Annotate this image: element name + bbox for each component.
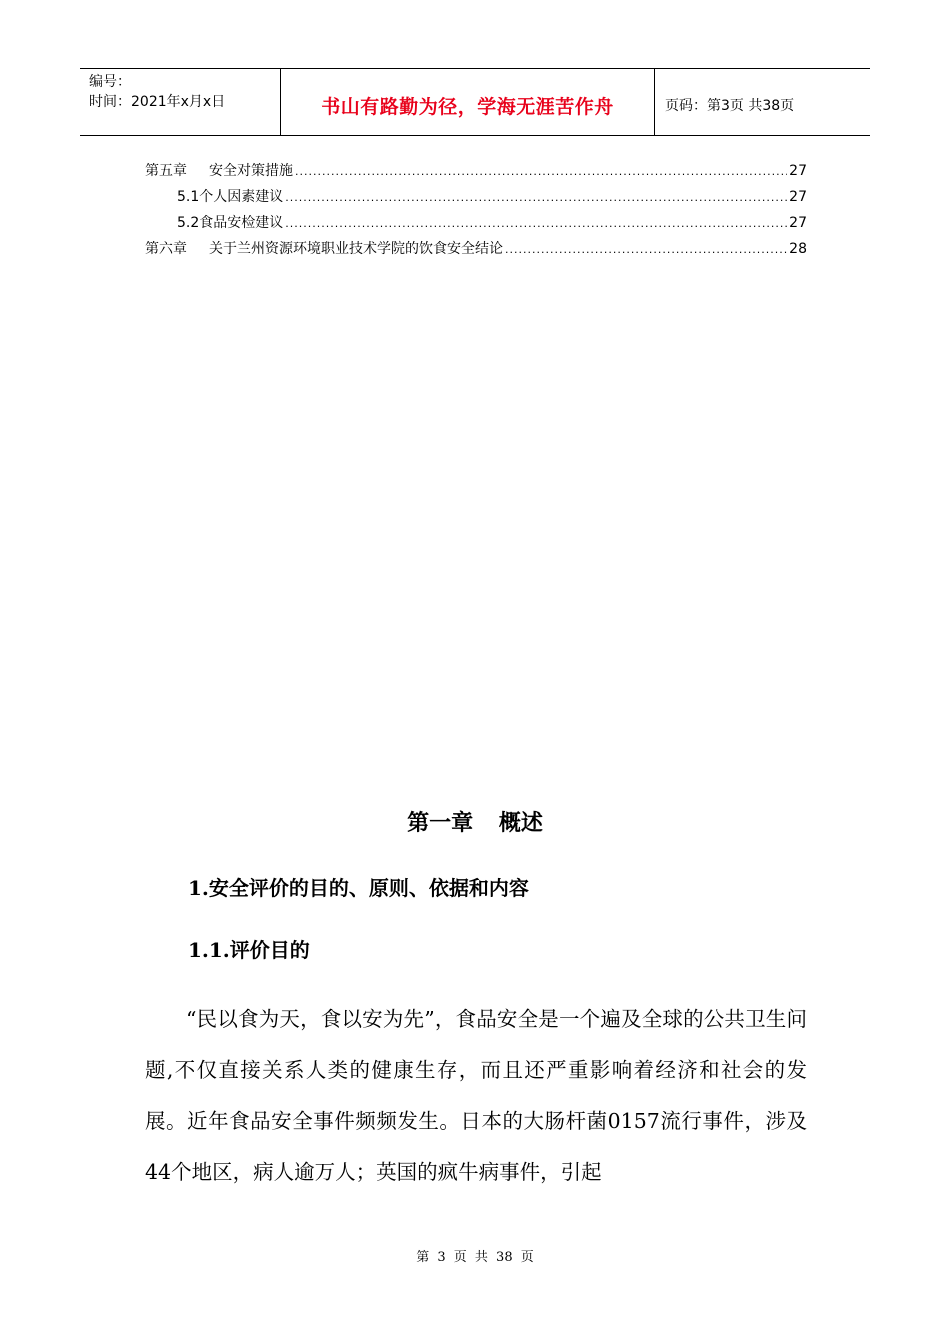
toc-item-chapter-5[interactable] bbox=[145, 158, 807, 184]
section-title: 1.安全评价的目的、原则、依据和内容 bbox=[188, 876, 529, 900]
toc-item-label: 第六章 关于兰州资源环境职业技术学院的饮食安全结论 bbox=[145, 241, 503, 257]
header-page-info: 页码：第3页 共38页 bbox=[665, 98, 795, 114]
toc-item-5-1[interactable] bbox=[145, 184, 807, 210]
chapter-title: 第一章 概述 bbox=[407, 810, 543, 836]
toc-item-page: 28 bbox=[789, 241, 807, 257]
toc-item-page: 27 bbox=[789, 215, 807, 231]
document-date-label: 时间：2021年x月x日 bbox=[89, 94, 226, 110]
document-header bbox=[80, 68, 870, 136]
page-footer: 第 3 页 共 38 页 bbox=[416, 1250, 534, 1265]
header-page-cell bbox=[655, 69, 870, 135]
toc-item-page: 27 bbox=[789, 189, 807, 205]
toc-item-label: 5.1个人因素建议 bbox=[177, 189, 284, 205]
toc-leader-dots bbox=[295, 159, 787, 185]
toc-leader-dots bbox=[505, 237, 787, 263]
toc-leader-dots bbox=[285, 185, 787, 211]
toc-item-label: 第五章 安全对策措施 bbox=[145, 163, 293, 179]
table-of-contents bbox=[145, 158, 807, 262]
toc-item-chapter-6[interactable] bbox=[145, 236, 807, 262]
document-number-label: 编号： bbox=[89, 74, 131, 90]
toc-leader-dots bbox=[285, 211, 787, 237]
toc-item-5-2[interactable] bbox=[145, 210, 807, 236]
toc-item-page: 27 bbox=[789, 163, 807, 179]
header-motto: 书山有路勤为径，学海无涯苦作舟 bbox=[321, 95, 614, 118]
header-motto-cell bbox=[281, 69, 655, 135]
header-info-cell bbox=[80, 69, 281, 135]
toc-item-label: 5.2食品安检建议 bbox=[177, 215, 284, 231]
subsection-title: 1.1.评价目的 bbox=[188, 938, 310, 962]
body-paragraph: “民以食为天，食以安为先”，食品安全是一个遍及全球的公共卫生问题,不仅直接关系人类的健康生存，而且还严重影响着经济和社会的发展。近年食品安全事件频频发生。日本的大肠杆菌0157流行事件，涉及44个地区，病人逾万人；英国的疯牛病事件，引起 bbox=[145, 1007, 807, 1184]
